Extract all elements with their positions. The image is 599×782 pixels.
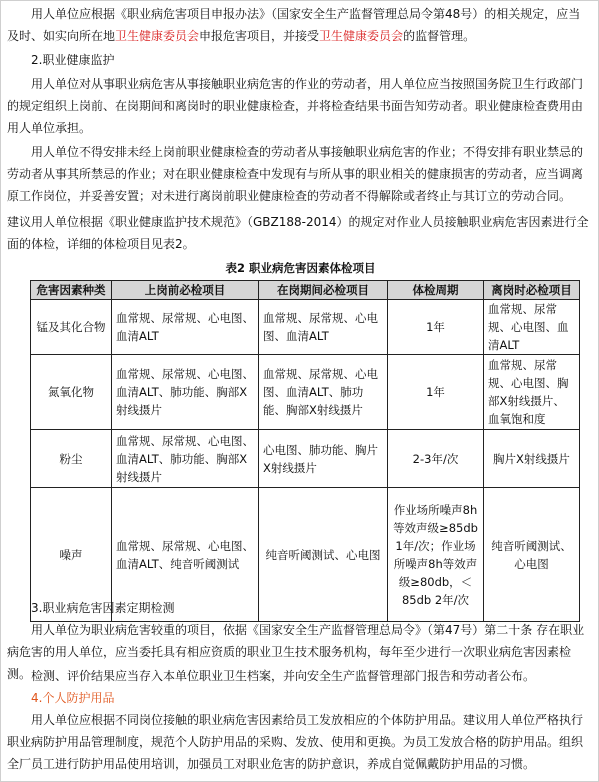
column-header: 在岗期间必检项目 [259, 281, 388, 300]
pre-exam-cell: 血常规、尿常规、心电图、血清ALT、纯音听阈测试 [112, 488, 259, 622]
post-exam-cell: 血常规、尿常规、心电图、血清ALT [484, 300, 580, 355]
paragraph-detection: 用人单位为职业病危害较重的项目，依据《国家安全生产监督管理总局令》（第47号）第二十条 存在职业病危害的用人单位，应当委托具有相应资质的职业卫生技术服务机构，每年至少进行一次职业病危害因素检测。 [7, 623, 585, 681]
during-exam-cell: 血常规、尿常规、心电图、血清ALT、肺功能、胸部X射线摄片 [259, 355, 388, 430]
table-row [31, 300, 580, 355]
factor-cell: 粉尘 [31, 430, 112, 488]
section-heading-protective-equipment: 4.个人防护用品 [31, 691, 115, 705]
cycle-cell: 1年 [388, 300, 484, 355]
paragraph-protective-equipment: 用人单位应根据不同岗位接触的职业病危害因素给员工发放相应的个体防护用品。建议用人单位严格执行职业病防护用品管理制度，规范个人防护用品的采购、发放、使用和更换。为员工发放合格的防护用品。组织全厂员工进行防护用品使用培训，加强员工对职业危害的防护意识，养成自觉佩戴防护用品的习惯。 [7, 713, 584, 771]
during-exam-cell: 血常规、尿常规、心电图、血清ALT [259, 300, 388, 355]
section-heading-periodic-detection: 3.职业病危害因素定期检测 [31, 601, 175, 615]
column-header: 危害因素种类 [31, 281, 112, 300]
table-caption: 表2 职业病危害因素体检项目 [225, 261, 376, 275]
cycle-cell: 2-3年/次 [388, 430, 484, 488]
table-header-row [31, 281, 580, 300]
factor-cell: 锰及其化合物 [31, 300, 112, 355]
paragraph-registration [7, 3, 592, 47]
post-exam-cell: 胸片X射线摄片 [484, 430, 580, 488]
exam-items-table [30, 280, 580, 622]
highlight-org: 卫生健康委员会 [115, 29, 200, 43]
pre-exam-cell: 血常规、尿常规、心电图、血清ALT [112, 300, 259, 355]
paragraph-restrictions: 用人单位不得安排未经上岗前职业健康检查的劳动者从事接触职业病危害的作业；不得安排有职业禁忌的劳动者从事其所禁忌的作业；对在职业健康检查中发现有与所从事的职业相关的健康损害的劳动者，应当调离原工作岗位，并妥善安置；对未进行离岗前职业健康检查的劳动者不得解除或者终止与其订立的劳动合同。 [7, 145, 584, 203]
section-heading-health-monitoring: 2.职业健康监护 [31, 53, 115, 67]
factor-cell: 氮氧化物 [31, 355, 112, 430]
factor-cell: 噪声 [31, 488, 112, 622]
paragraph-text: 的监督管理。 [403, 29, 476, 43]
cycle-cell: 1年 [388, 355, 484, 430]
during-exam-cell: 纯音听阈测试、心电图 [259, 488, 388, 622]
post-exam-cell: 血常规、尿常规、心电图、胸部X射线摄片、血氧饱和度 [484, 355, 580, 430]
during-exam-cell: 心电图、肺功能、胸片X射线摄片 [259, 430, 388, 488]
paragraph-text: 用人单位应根据《职业病危害项目申报办法》（国家安全生产监督管理总局令第48号）的相关规定，应当及时、如实向所在地 [7, 7, 581, 43]
pre-exam-cell: 血常规、尿常规、心电图、血清ALT、肺功能、胸部X射线摄片 [112, 430, 259, 488]
column-header: 离岗时必检项目 [484, 281, 580, 300]
post-exam-cell: 纯音听阈测试、心电图 [484, 488, 580, 622]
column-header: 上岗前必检项目 [112, 281, 259, 300]
column-header: 体检周期 [388, 281, 484, 300]
table-row [31, 355, 580, 430]
paragraph-health-checks: 用人单位对从事职业病危害从事接触职业病危害的作业的劳动者，用人单位应当按照国务院卫生行政部门的规定组织上岗前、在岗期间和离岗时的职业健康检查，并将检查结果书面告知劳动者。职业健康检查费用由用人单位承担。 [7, 77, 584, 135]
cycle-cell: 作业场所噪声8h等效声级≥85db 1年/次；作业场所噪声8h等效声级≥80db，＜85db 2年/次 [388, 488, 484, 622]
paragraph-archive: 检测、评价结果应当存入本单位职业卫生档案，并向安全生产监督管理部门报告和劳动者公布。 [31, 669, 536, 683]
pre-exam-cell: 血常规、尿常规、心电图、血清ALT、肺功能、胸部X射线摄片 [112, 355, 259, 430]
paragraph-recommendation: 建议用人单位根据《职业健康监护技术规范》（GBZ188-2014）的规定对作业人员接触职业病危害因素进行全面的体检，详细的体检项目见表2。 [7, 215, 589, 251]
paragraph-text: 申报危害项目，并接受 [199, 29, 320, 43]
highlight-org: 卫生健康委员会 [319, 29, 404, 43]
table-row [31, 430, 580, 488]
